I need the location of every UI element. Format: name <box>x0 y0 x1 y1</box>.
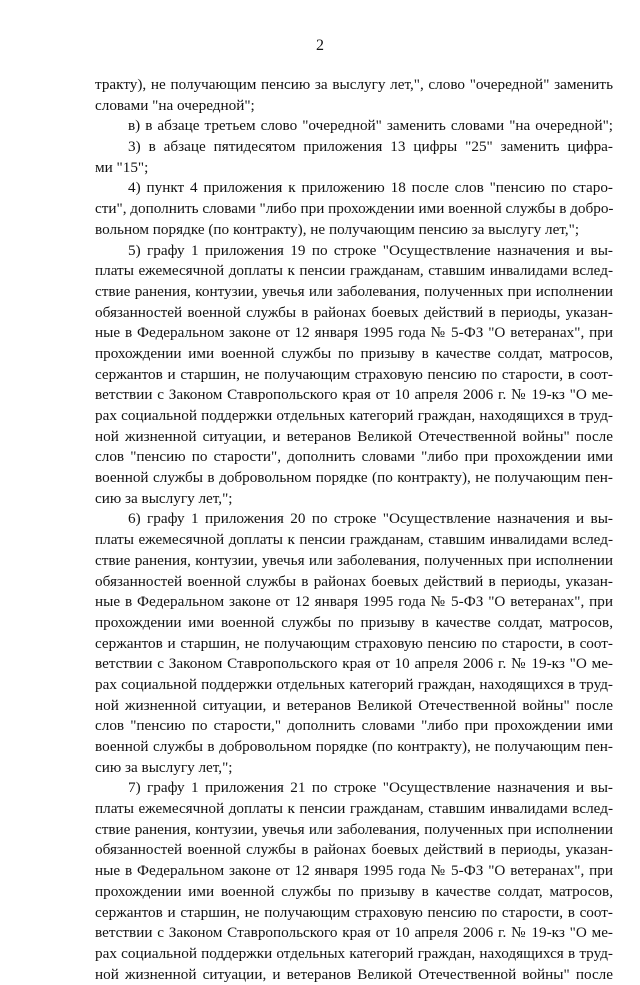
text-line: ствие ранения, контузии, увечья или заболевания, полученных при исполнении <box>95 282 613 300</box>
text-line: ные в Федеральном законе от 12 января 1995 года № 5-ФЗ "О ветеранах", при <box>95 593 613 611</box>
text-line: сержантов и старшин, не получающим страховую пенсию по старости, в соот- <box>95 903 613 921</box>
page-number: 2 <box>316 37 324 54</box>
text-line: сти", дополнить словами "либо при прохождении ими военной службы в добро- <box>95 200 613 218</box>
text-line: военной службы в добровольном порядке (по контракту), не получающим пен- <box>95 469 613 487</box>
text-line: прохождении ими военной службы по призыву в качестве солдат, матросов, <box>95 344 613 362</box>
text-line: ной жизненной ситуации, и ветеранов Великой Отечественной войны" после <box>95 427 613 445</box>
text-line: 4) пункт 4 приложения к приложению 18 после слов "пенсию по старо- <box>128 179 613 197</box>
text-line: обязанностей военной службы в районах боевых действий в периоды, указан- <box>95 572 613 590</box>
text-line: ные в Федеральном законе от 12 января 1995 года № 5-ФЗ "О ветеранах", при <box>95 862 613 880</box>
text-line: платы ежемесячной доплаты к пенсии гражданам, ставшим инвалидами вслед- <box>95 531 613 549</box>
text-line: ствие ранения, контузии, увечья или заболевания, полученных при исполнении <box>95 551 613 569</box>
text-line: сержантов и старшин, не получающим страховую пенсию по старости, в соот- <box>95 634 613 652</box>
text-line: вольном порядке (по контракту), не получающим пенсию за выслугу лет,"; <box>95 220 580 238</box>
text-line: прохождении ими военной службы по призыву в качестве солдат, матросов, <box>95 613 613 631</box>
text-line: 3) в абзаце пятидесятом приложения 13 цифры "25" заменить цифра- <box>128 138 613 156</box>
text-line: тракту), не получающим пенсию за выслугу лет,", слово "очередной" заменить <box>95 76 613 93</box>
text-line: сию за выслугу лет,"; <box>95 758 233 776</box>
text-line: слов "пенсию по старости", дополнить словами "либо при прохождении ими <box>95 448 613 466</box>
text-line: рах социальной поддержки отдельных категорий граждан, находящихся в труд- <box>95 675 613 693</box>
text-line: ствие ранения, контузии, увечья или заболевания, полученных при исполнении <box>95 820 613 838</box>
text-line: военной службы в добровольном порядке (по контракту), не получающим пен- <box>95 738 613 755</box>
text-line: сию за выслугу лет,"; <box>95 489 233 507</box>
text-line: ветствии с Законом Ставропольского края от 10 апреля 2006 г. № 19-кз "О ме- <box>95 386 613 404</box>
text-line: ветствии с Законом Ставропольского края от 10 апреля 2006 г. № 19-кз "О ме- <box>95 924 613 942</box>
text-line: 6) графу 1 приложения 20 по строке "Осуществление назначения и вы- <box>128 510 613 528</box>
text-line: сержантов и старшин, не получающим страховую пенсию по старости, в соот- <box>95 365 613 383</box>
text-line: 5) графу 1 приложения 19 по строке "Осуществление назначения и вы- <box>128 241 613 259</box>
text-line: прохождении ими военной службы по призыву в качестве солдат, матросов, <box>95 882 613 900</box>
text-line: платы ежемесячной доплаты к пенсии гражданам, ставшим инвалидами вслед- <box>95 262 613 280</box>
text-line: словами "на очередной"; <box>95 96 255 114</box>
text-line: платы ежемесячной доплаты к пенсии гражданам, ставшим инвалидами вслед- <box>95 800 613 818</box>
text-line: слов "пенсию по старости," дополнить словами "либо при прохождении ими <box>95 717 613 735</box>
text-line: в) в абзаце третьем слово "очередной" заменить словами "на очередной"; <box>128 117 613 135</box>
text-line: рах социальной поддержки отдельных категорий граждан, находящихся в труд- <box>95 407 613 424</box>
text-line: обязанностей военной службы в районах боевых действий в периоды, указан- <box>95 841 613 859</box>
text-line: рах социальной поддержки отдельных категорий граждан, находящихся в труд- <box>95 944 613 962</box>
text-line: ной жизненной ситуации, и ветеранов Великой Отечественной войны" после <box>95 696 613 714</box>
text-line: ветствии с Законом Ставропольского края от 10 апреля 2006 г. № 19-кз "О ме- <box>95 655 613 673</box>
document-body <box>95 75 613 985</box>
text-line: 7) графу 1 приложения 21 по строке "Осуществление назначения и вы- <box>128 779 613 797</box>
text-line: ной жизненной ситуации, и ветеранов Великой Отечественной войны" после <box>95 965 613 983</box>
text-line: ми "15"; <box>95 158 149 176</box>
text-line: ные в Федеральном законе от 12 января 1995 года № 5-ФЗ "О ветеранах", при <box>95 324 613 342</box>
text-line: обязанностей военной службы в районах боевых действий в периоды, указан- <box>95 303 613 321</box>
